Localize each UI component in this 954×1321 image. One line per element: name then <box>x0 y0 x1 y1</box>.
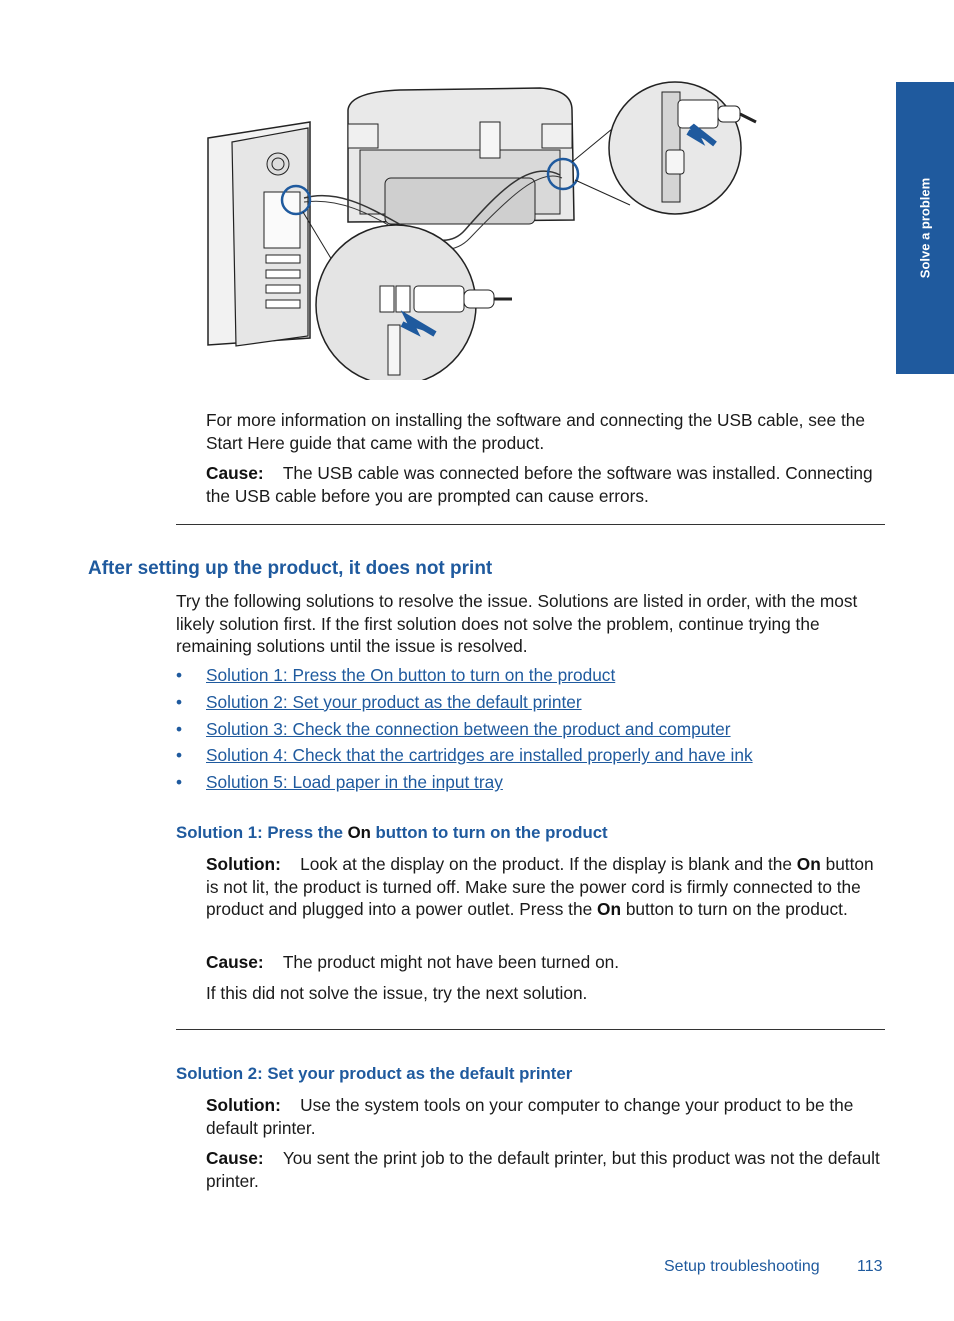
divider <box>176 1029 885 1030</box>
solution-2-cause <box>206 1147 888 1192</box>
solution-2-paragraph <box>206 1094 888 1139</box>
solution-label: Solution: <box>206 1095 281 1115</box>
bullet: • <box>176 665 183 685</box>
cause-label: Cause: <box>206 463 264 483</box>
bullet: • <box>176 691 183 712</box>
solution-1-title-on: On <box>347 823 371 842</box>
solutions-list <box>176 664 753 798</box>
solution-2-title: Solution 2: Set your product as the default printer <box>176 1064 573 1083</box>
on-word: On <box>597 899 622 919</box>
section-title: After setting up the product, it does not print <box>88 558 493 579</box>
solution-1-paragraph <box>206 853 888 921</box>
info-paragraph: For more information on installing the software and connecting the USB cable, see the Start Here guide that came with the product. <box>206 410 865 453</box>
list-item <box>176 691 753 718</box>
solution-1-text-b: button is not lit, the product is turned off. Make sure the power cord is firmly connected to the product and plugged into a power outlet. Press the <box>206 854 874 919</box>
computer-port-zoom <box>316 225 512 380</box>
solution-5-link[interactable]: Solution 5: Load paper in the input tray <box>206 772 503 793</box>
printer-rear <box>348 88 574 224</box>
printer-port-zoom <box>609 82 756 214</box>
computer-tower <box>208 122 310 346</box>
solution-2-link[interactable]: Solution 2: Set your product as the default printer <box>206 691 582 712</box>
solution-1-next: If this did not solve the issue, try the next solution. <box>206 983 588 1003</box>
page-number: 113 <box>857 1258 883 1275</box>
on-word: On <box>796 854 821 874</box>
solution-4-link[interactable]: Solution 4: Check that the cartridges are installed properly and have ink <box>206 745 753 766</box>
cause-text: The USB cable was connected before the software was installed. Connecting the USB cable before you are prompted can cause errors. <box>206 463 873 506</box>
solution-1-text-a: Look at the display on the product. If the display is blank and the <box>300 854 797 874</box>
list-item <box>176 718 753 745</box>
solution-1-title-post: button to turn on the product <box>370 823 608 842</box>
solution-1-text-c: button to turn on the product. <box>621 899 848 919</box>
solution-1-link[interactable]: Solution 1: Press the On button to turn on the product <box>206 665 616 685</box>
side-tab-label: Solve a problem <box>917 177 933 279</box>
bullet: • <box>176 745 183 766</box>
solution-2-text: Use the system tools on your computer to change your product to be the default printer. <box>206 1095 854 1138</box>
cause-text: You sent the print job to the default printer, but this product was not the default printer. <box>206 1148 880 1191</box>
footer-section: Setup troubleshooting <box>664 1258 820 1275</box>
list-item <box>176 664 753 691</box>
usb-connection-illustration <box>200 80 765 380</box>
solution-1-title <box>176 823 608 843</box>
solution-1-cause <box>206 951 886 974</box>
bullet: • <box>176 718 183 739</box>
cause-text: The product might not have been turned on. <box>282 952 620 972</box>
solution-label: Solution: <box>206 854 281 874</box>
divider <box>176 524 885 525</box>
cause-paragraph <box>206 462 886 507</box>
cause-label: Cause: <box>206 1148 264 1168</box>
side-tab <box>896 82 954 374</box>
solution-1-title-pre: Solution 1: Press the <box>176 823 348 842</box>
solution-3-link[interactable]: Solution 3: Check the connection between the product and computer <box>206 718 731 739</box>
list-item <box>176 744 753 771</box>
cause-label: Cause: <box>206 952 264 972</box>
section-description: Try the following solutions to resolve the issue. Solutions are listed in order, with the most likely solution first. If the first solution does not solve the problem, continue trying the remaining solutions until the issue is resolved. <box>176 591 858 656</box>
bullet: • <box>176 772 183 793</box>
list-item <box>176 771 753 798</box>
